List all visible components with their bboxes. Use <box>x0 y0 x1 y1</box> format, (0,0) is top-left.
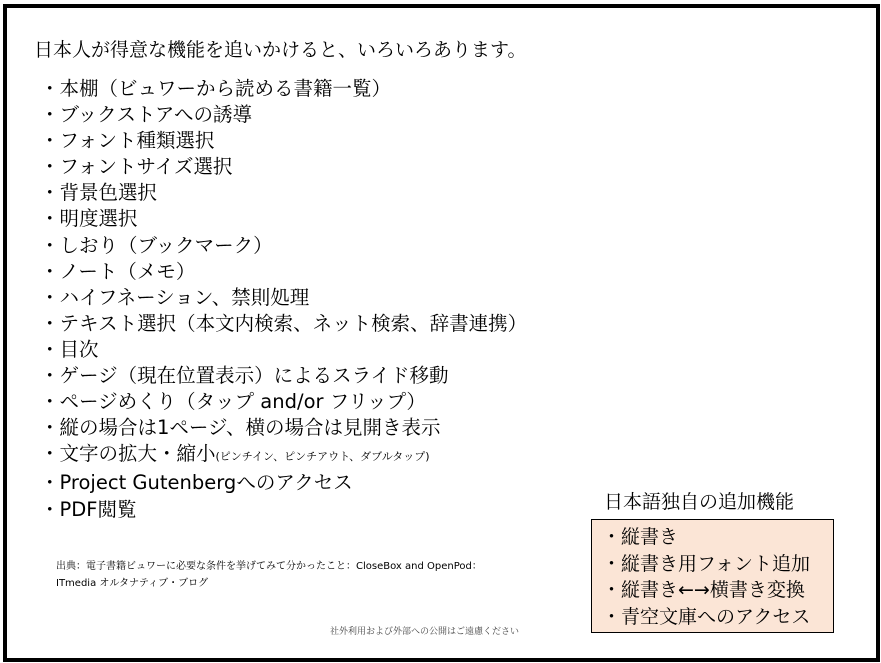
source-line: 出典：電子書籍ビュワーに必要な条件を挙げてみて分かったこと：CloseBox and OpenPod： <box>56 561 482 572</box>
list-item: ・明度選択 <box>40 207 138 231</box>
list-item: ・フォントサイズ選択 <box>40 155 233 179</box>
slide-title: 日本人が得意な機能を追いかけると、いろいろあります。 <box>34 39 527 61</box>
list-item-zoom <box>40 441 527 470</box>
list-item: ・縦書き <box>602 526 679 548</box>
list-item: ・縦の場合は1ページ、横の場合は見開き表示 <box>40 416 441 440</box>
list-item: ・フォント種類選択 <box>40 129 215 153</box>
list-item: ・ページめくり（タップ and/or フリップ） <box>40 390 426 414</box>
zoom-gesture-note: (ピンチイン、ピンチアウト、ダブルタップ) <box>215 450 430 464</box>
japanese-feature-list <box>602 524 833 630</box>
japanese-features-box <box>591 519 834 633</box>
list-item: ・ブックストアへの誘導 <box>40 103 252 127</box>
list-item: ・縦書き←→横書き変換 <box>602 579 805 601</box>
list-item: ・テキスト選択（本文内検索、ネット検索、辞書連携） <box>40 311 528 335</box>
list-item: ・しおり（ブックマーク） <box>40 233 273 257</box>
source-line: ITmedia オルタナティブ・ブログ <box>56 578 209 589</box>
list-item: ・PDF閲覧 <box>40 497 137 521</box>
list-item: ・Project Gutenbergへのアクセス <box>40 471 353 495</box>
list-item: ・ゲージ（現在位置表示）によるスライド移動 <box>40 364 449 388</box>
confidentiality-footer: 社外利用および外部への公開はご遠慮ください <box>330 627 520 637</box>
list-item: ・縦書き用フォント追加 <box>602 552 811 575</box>
list-item: ・背景色選択 <box>40 181 158 205</box>
list-item: ・ノート（メモ） <box>40 259 196 283</box>
list-item: ・青空文庫へのアクセス <box>602 605 811 628</box>
japanese-features-title: 日本語独自の追加機能 <box>604 491 795 513</box>
list-item: ・目次 <box>40 337 99 361</box>
source-citation <box>56 558 566 592</box>
list-item: ・本棚（ビュワーから読める書籍一覧） <box>40 77 392 100</box>
list-item: ・ハイフネーション、禁則処理 <box>40 285 310 309</box>
feature-list <box>40 76 527 523</box>
list-item-label: ・文字の拡大・縮小 <box>40 442 216 466</box>
